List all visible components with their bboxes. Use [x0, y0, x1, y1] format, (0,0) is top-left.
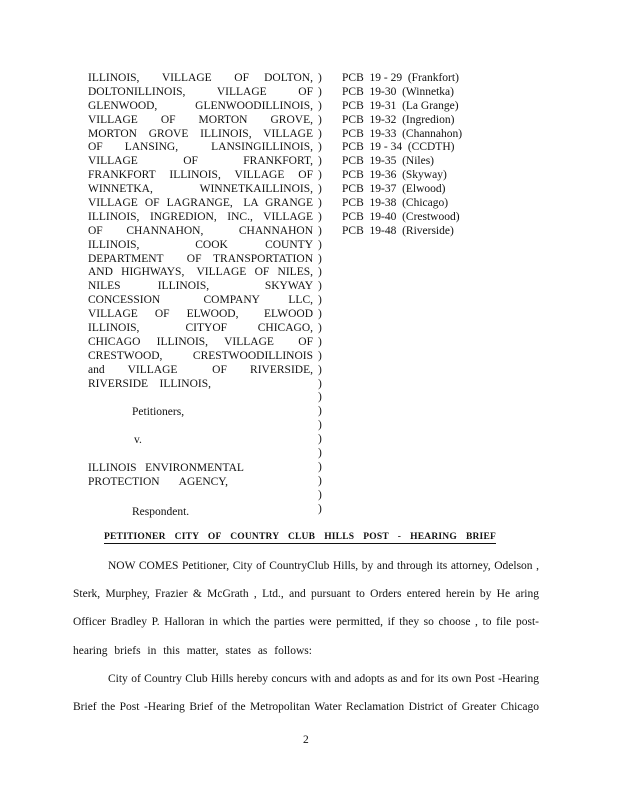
- caption-paren: ): [318, 252, 322, 265]
- case-number: PCB 19 - 34 (CCDTH): [342, 141, 455, 154]
- case-number: PCB 19-48 (Riverside): [342, 224, 454, 237]
- party-line: FRANKFORT ILLINOIS, VILLAGE OF: [88, 169, 313, 182]
- caption-paren: ): [318, 419, 322, 432]
- caption-paren: ): [318, 72, 322, 84]
- caption-paren: ): [318, 391, 322, 404]
- caption-paren: ): [318, 99, 322, 112]
- caption-paren: ): [318, 266, 322, 279]
- case-number: PCB 19-36 (Skyway): [342, 169, 447, 182]
- caption-paren: ): [318, 85, 322, 98]
- party-line: CHICAGO ILLINOIS, VILLAGE OF: [88, 335, 313, 348]
- caption-paren: ): [318, 502, 322, 515]
- party-line: AND HIGHWAYS, VILLAGE OF NILES,: [88, 266, 313, 279]
- party-line: ILLINOIS, INGREDION, INC., VILLAGE: [88, 210, 313, 223]
- caption-paren: ): [318, 224, 322, 237]
- caption-paren: ): [318, 349, 322, 362]
- caption-paren: ): [318, 322, 322, 335]
- party-line: GLENWOOD, GLENWOODILLINOIS,: [88, 99, 313, 112]
- party-line: DEPARTMENT OF TRANSPORTATION: [88, 252, 313, 265]
- caption-paren: ): [318, 197, 322, 210]
- caption-paren: ): [318, 377, 322, 390]
- paragraph-line: Sterk, Murphey, Frazier & McGrath , Ltd., and pursuant to Orders entered herein by He aring: [73, 588, 539, 601]
- paragraph-line: hearing briefs in this matter, states as follows:: [73, 644, 312, 657]
- caption-paren: ): [318, 141, 322, 154]
- versus-label: v.: [134, 434, 142, 446]
- party-line: and VILLAGE OF RIVERSIDE,: [88, 363, 313, 376]
- caption-paren: ): [318, 210, 322, 223]
- caption-paren: ): [318, 488, 322, 501]
- caption-paren: ): [318, 335, 322, 348]
- caption-paren: ): [318, 294, 322, 307]
- party-line: WINNETKA, WINNETKAILLINOIS,: [88, 183, 313, 196]
- party-line: VILLAGE OF MORTON GROVE,: [88, 113, 313, 126]
- caption-paren: ): [318, 113, 322, 126]
- caption-parentheses: [318, 72, 328, 517]
- party-line: VILLAGE OF FRANKFORT,: [88, 155, 313, 168]
- case-numbers-list: [342, 72, 472, 239]
- paragraph-1: [73, 552, 539, 665]
- party-line: ILLINOIS, VILLAGE OF DOLTON,: [88, 72, 313, 84]
- respondent-label: Respondent.: [132, 506, 190, 518]
- page-number: 2: [303, 734, 309, 746]
- case-number: PCB 19-40 (Crestwood): [342, 210, 460, 223]
- caption-paren: ): [318, 169, 322, 182]
- caption-paren: ): [318, 280, 322, 293]
- party-line: RIVERSIDE ILLINOIS,: [88, 377, 211, 390]
- party-line: OF LANSING, LANSINGILLINOIS,: [88, 141, 313, 154]
- case-number: PCB 19 - 29 (Frankfort): [342, 72, 459, 84]
- caption-paren: ): [318, 405, 322, 418]
- party-line: ILLINOIS, COOK COUNTY: [88, 238, 313, 251]
- petitioners-label: Petitioners,: [132, 406, 185, 418]
- party-line: CONCESSION COMPANY LLC,: [88, 294, 313, 307]
- caption-paren: ): [318, 460, 322, 473]
- party-line: CRESTWOOD, CRESTWOODILLINOIS: [88, 349, 313, 362]
- party-line: MORTON GROVE ILLINOIS, VILLAGE: [88, 127, 313, 140]
- caption-paren: ): [318, 447, 322, 460]
- respondent-name: [88, 462, 244, 490]
- caption-paren: ): [318, 127, 322, 140]
- paragraph-line: Officer Bradley P. Halloran in which the parties were permitted, if they so choose , to file post-: [73, 616, 539, 629]
- party-line: VILLAGE OF LAGRANGE, LA GRANGE: [88, 197, 313, 210]
- case-number: PCB 19-32 (Ingredion): [342, 113, 455, 126]
- paragraph-line: NOW COMES Petitioner, City of CountryClub Hills, by and through its attorney, Odelson ,: [108, 560, 539, 572]
- caption-paren: ): [318, 183, 322, 196]
- case-number: PCB 19-31 (La Grange): [342, 99, 459, 112]
- caption-paren: ): [318, 474, 322, 487]
- case-number: PCB 19-37 (Elwood): [342, 183, 446, 196]
- caption-paren: ): [318, 238, 322, 251]
- party-line: NILES ILLINOIS, SKYWAY: [88, 280, 313, 293]
- party-line: VILLAGE OF ELWOOD, ELWOOD: [88, 308, 313, 321]
- document-title: PETITIONER CITY OF COUNTRY CLUB HILLS POST - HEARING BRIEF: [104, 532, 496, 542]
- party-line: ILLINOIS, CITYOF CHICAGO,: [88, 322, 313, 335]
- paragraph-line: City of Country Club Hills hereby concurs with and adopts as and for its own Post -Hearing: [108, 673, 539, 685]
- respondent-line: ILLINOIS ENVIRONMENTAL: [88, 462, 244, 474]
- caption-paren: ): [318, 433, 322, 446]
- case-number: PCB 19-30 (Winnetka): [342, 85, 454, 98]
- case-number: PCB 19-38 (Chicago): [342, 197, 449, 210]
- case-number: PCB 19-35 (Niles): [342, 155, 434, 168]
- case-number: PCB 19-33 (Channahon): [342, 127, 463, 140]
- caption-parties: [88, 72, 313, 391]
- caption-paren: ): [318, 308, 322, 321]
- caption-paren: ): [318, 155, 322, 168]
- party-line: DOLTONILLINOIS, VILLAGE OF: [88, 85, 313, 98]
- paragraph-2: [73, 665, 539, 721]
- party-line: OF CHANNAHON, CHANNAHON: [88, 224, 313, 237]
- caption-paren: ): [318, 363, 322, 376]
- respondent-line: PROTECTION AGENCY,: [88, 475, 228, 488]
- paragraph-line: Brief the Post -Hearing Brief of the Metropolitan Water Reclamation District of Greater Chicago: [73, 701, 539, 714]
